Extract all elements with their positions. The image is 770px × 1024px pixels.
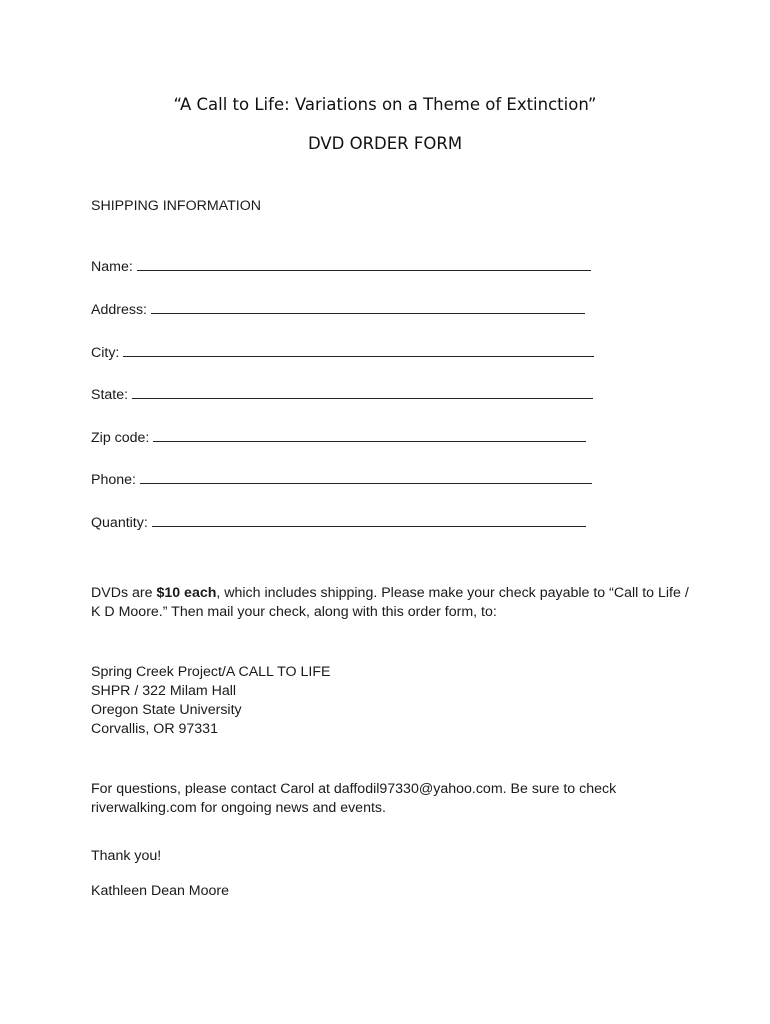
- name-label: Name:: [91, 259, 133, 275]
- payment-suffix: , which includes shipping. Please make your check payable to “Call to Life / K D Moore.” Then mail your check, along with this order form, to:: [91, 585, 689, 620]
- document-title: “A Call to Life: Variations on a Theme of Extinction”: [173, 95, 597, 114]
- address-field[interactable]: [91, 300, 585, 318]
- state-field[interactable]: [91, 385, 593, 403]
- zip-code-field[interactable]: [91, 428, 586, 446]
- document-subtitle: DVD ORDER FORM: [307, 134, 463, 153]
- quantity-blank[interactable]: [152, 513, 586, 527]
- payment-instructions: [91, 584, 691, 622]
- zip-code-label: Zip code:: [91, 430, 150, 446]
- thank-you-text: Thank you!: [91, 848, 162, 864]
- name-field[interactable]: [91, 257, 591, 275]
- payment-prefix: DVDs are: [91, 585, 157, 601]
- shipping-heading: SHIPPING INFORMATION: [91, 198, 261, 214]
- address-label: Address:: [91, 302, 147, 318]
- phone-field[interactable]: [91, 470, 592, 488]
- state-blank[interactable]: [132, 385, 593, 399]
- address-line: Spring Creek Project/A CALL TO LIFE: [91, 664, 331, 680]
- phone-blank[interactable]: [140, 470, 592, 484]
- quantity-label: Quantity:: [91, 515, 148, 531]
- zip-code-blank[interactable]: [153, 428, 586, 442]
- city-field[interactable]: [91, 343, 594, 361]
- city-label: City:: [91, 345, 120, 361]
- mailing-address: [91, 663, 330, 739]
- phone-label: Phone:: [91, 472, 136, 488]
- state-label: State:: [91, 387, 129, 403]
- quantity-field[interactable]: [91, 513, 586, 531]
- contact-info: For questions, please contact Carol at daffodil97330@yahoo.com. Be sure to check riverwalking.com for ongoing news and events.: [91, 781, 617, 816]
- address-line: Corvallis, OR 97331: [91, 721, 218, 737]
- address-line: SHPR / 322 Milam Hall: [91, 683, 237, 699]
- city-blank[interactable]: [123, 343, 594, 357]
- signature-name: Kathleen Dean Moore: [91, 883, 230, 899]
- address-blank[interactable]: [151, 300, 585, 314]
- address-line: Oregon State University: [91, 702, 242, 718]
- price-label: $10 each: [156, 585, 217, 601]
- name-blank[interactable]: [137, 257, 591, 271]
